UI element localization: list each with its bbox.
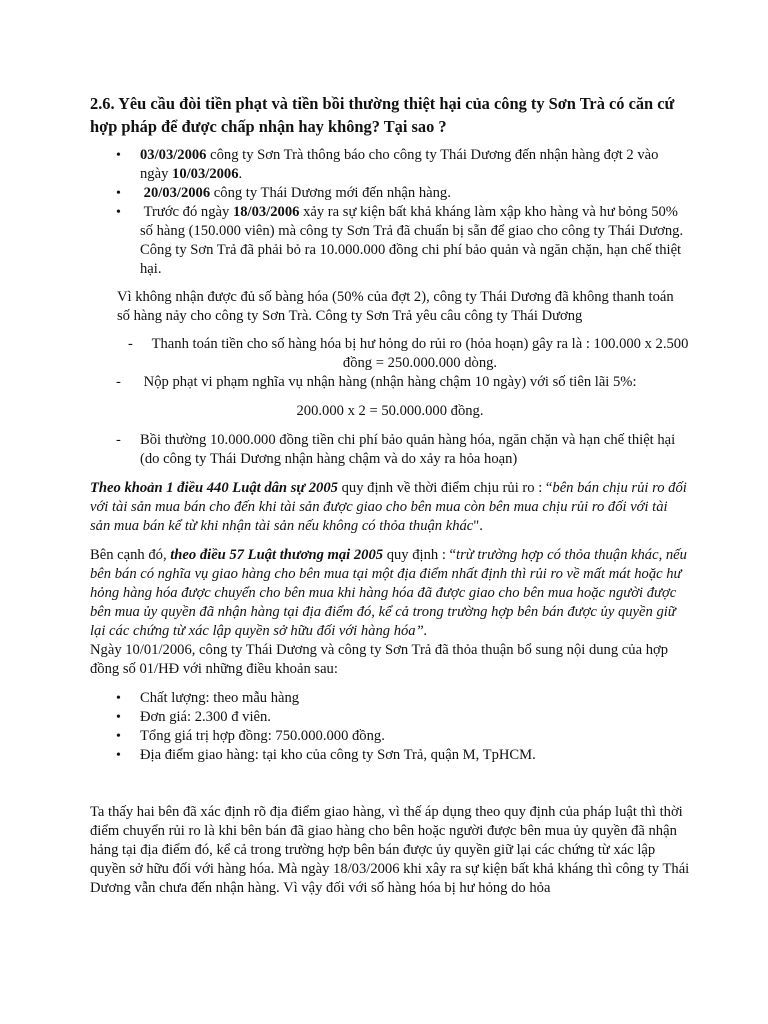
list-item xyxy=(116,689,690,708)
section-heading: 2.6. Yêu cầu đòi tiền phạt và tiền bồi thường thiệt hại của công ty Sơn Trà có căn cứ hợp pháp để được chấp nhận hay không? Tại sao ? xyxy=(90,94,675,136)
bullet-icon: • xyxy=(116,748,121,763)
list-item xyxy=(116,746,690,765)
event-text: . xyxy=(238,166,243,182)
list-item xyxy=(116,203,690,279)
spacer xyxy=(90,765,690,803)
list-item xyxy=(116,708,690,727)
list-item xyxy=(116,727,690,746)
law-citation-paragraph xyxy=(90,546,690,641)
law-text: Bên cạnh đó, xyxy=(90,547,171,563)
claim-text: Nộp phạt vi phạm nghĩa vụ nhận hàng (nhận hàng chậm 10 ngày) với số tiên lãi 5%: xyxy=(143,374,637,390)
bullet-icon: • xyxy=(116,691,121,706)
list-item xyxy=(116,146,690,184)
event-date: 18/03/2006 xyxy=(232,204,300,220)
law-citation-paragraph xyxy=(90,479,690,536)
dash-icon: - xyxy=(116,432,121,448)
bullet-icon: • xyxy=(116,186,121,201)
term-text: Chất lượng: theo mẫu hàng xyxy=(140,690,300,706)
event-text: xảy ra sự kiện bất khả kháng làm xập kho hàng và hư bỏng 50% số hàng (150.000 viên) mà công ty Sơn Trả đã chuẩn bị sẵn để giao cho công ty Thái Dương. Công ty Sơn Trả đã phải bỏ ra 10.000.000 đồng chi phí bảo quản và ngăn chặn, hạn chế thiệt hại. xyxy=(140,204,684,277)
list-item xyxy=(90,431,690,469)
event-text: công ty Sơn Trà thông báo cho công ty Thái Dương đến nhận hàng đợt 2 vào ngày xyxy=(140,147,659,182)
paragraph: Ta thấy hai bên đã xác định rõ địa điểm giao hàng, vì thế áp dụng theo quy định của pháp luật thì thời điểm chuyển rủi ro là khi bên bán đã giao hàng cho bên hoặc người được bên mua ủy quyền đã nhận hảng tại địa điểm đó, kể cả trong trường hợp bên bán được ủy quyền giữ lại các chứng từ xác lập quyền sở hữu đối với hàng hóa. Mà ngày 18/03/2006 khi xây ra sự kiện bất khả kháng thì công ty Thái Dương vẫn chưa đến nhận hàng. Vì vậy đối với số hàng hóa bị hư hỏng do hỏa xyxy=(90,804,690,896)
event-date: 10/03/2006 xyxy=(172,166,239,182)
list-item xyxy=(116,184,690,203)
event-text: Trước đó ngày xyxy=(143,204,233,220)
list-item xyxy=(90,335,690,373)
event-date: 20/03/2006 xyxy=(143,185,211,201)
bullet-icon: • xyxy=(116,729,121,744)
event-bullet-list xyxy=(90,146,690,279)
term-text: Đơn giá: 2.300 đ viên. xyxy=(140,709,271,725)
term-text: Địa điểm giao hàng: tại kho của công ty Sơn Trả, quận M, TpHCM. xyxy=(140,747,536,763)
law-text: ". xyxy=(473,518,483,534)
claim-dash-list xyxy=(90,335,690,392)
list-item xyxy=(90,373,690,392)
paragraph: Ngày 10/01/2006, công ty Thái Dương và công ty Sơn Trả đã thỏa thuận bổ sung nội dung của hợp đồng số 01/HĐ với những điều khoản sau: xyxy=(90,642,669,677)
bullet-icon: • xyxy=(116,710,121,725)
contract-terms-list xyxy=(90,689,690,765)
law-text: quy định về thời điểm chịu rủi ro : “ xyxy=(337,480,553,496)
bullet-icon: • xyxy=(116,205,121,220)
event-date: 03/03/2006 xyxy=(140,147,207,163)
formula: 200.000 x 2 = 50.000.000 đồng. xyxy=(296,403,484,419)
law-text: quy định : “ xyxy=(383,547,457,563)
event-text: công ty Thái Dương mới đến nhận hàng. xyxy=(210,185,451,201)
paragraph: Vì không nhận được đủ số bàng hóa (50% của đợt 2), công ty Thái Dương đã không thanh toán số hàng nảy cho công ty Sơn Trà. Công ty Sơn Trả yêu câu công ty Thái Dương xyxy=(117,289,674,324)
term-text: Tổng giá trị hợp đồng: 750.000.000 đồng. xyxy=(140,728,385,744)
law-quote: bên bán chịu rủi ro đối với tài sản mua bán cho đến khi tài sản được giao cho bên mua còn bên mua chịu rủi ro đối với tài sản mua bán kể từ khi nhận tài sản nếu không có thỏa thuận khác xyxy=(90,480,687,534)
law-reference: Theo khoản 1 điều 440 Luật dân sự 2005 xyxy=(90,480,338,496)
dash-icon: - xyxy=(128,336,133,352)
claim-text: Bồi thường 10.000.000 đồng tiền chi phí bảo quản hàng hóa, ngăn chặn và hạn chế thiệt hại (do công ty Thái Dương nhận hàng chậm và do xảy ra hỏa hoạn) xyxy=(140,432,676,467)
law-reference: theo điều 57 Luật thương mại 2005 xyxy=(170,547,384,563)
bullet-icon: • xyxy=(116,148,121,163)
law-quote: trừ trường hợp có thỏa thuận khác, nếu bên bán có nghĩa vụ giao hàng cho bên mua tại một địa điểm nhất định thì rủi ro về mất mát hoặc hư hỏng hàng hóa được chuyển cho bên mua khi hàng hóa đã được giao cho bên mua hoặc người được bên mua ủy quyền đã nhận hàng tại địa điểm đó, kể cả trong trường hợp bên bán được ủy quyền giữ lại các chứng từ xác lập quyền sở hữu đối với hàng hóa”. xyxy=(90,547,687,639)
claim-dash-list xyxy=(90,431,690,469)
claim-text: Thanh toán tiền cho số hàng hóa bị hư hỏng do rủi ro (hỏa hoạn) gây ra là : 100.000 x 2.500 đồng = 250.000.000 dòng. xyxy=(151,336,689,371)
dash-icon: - xyxy=(116,374,121,390)
